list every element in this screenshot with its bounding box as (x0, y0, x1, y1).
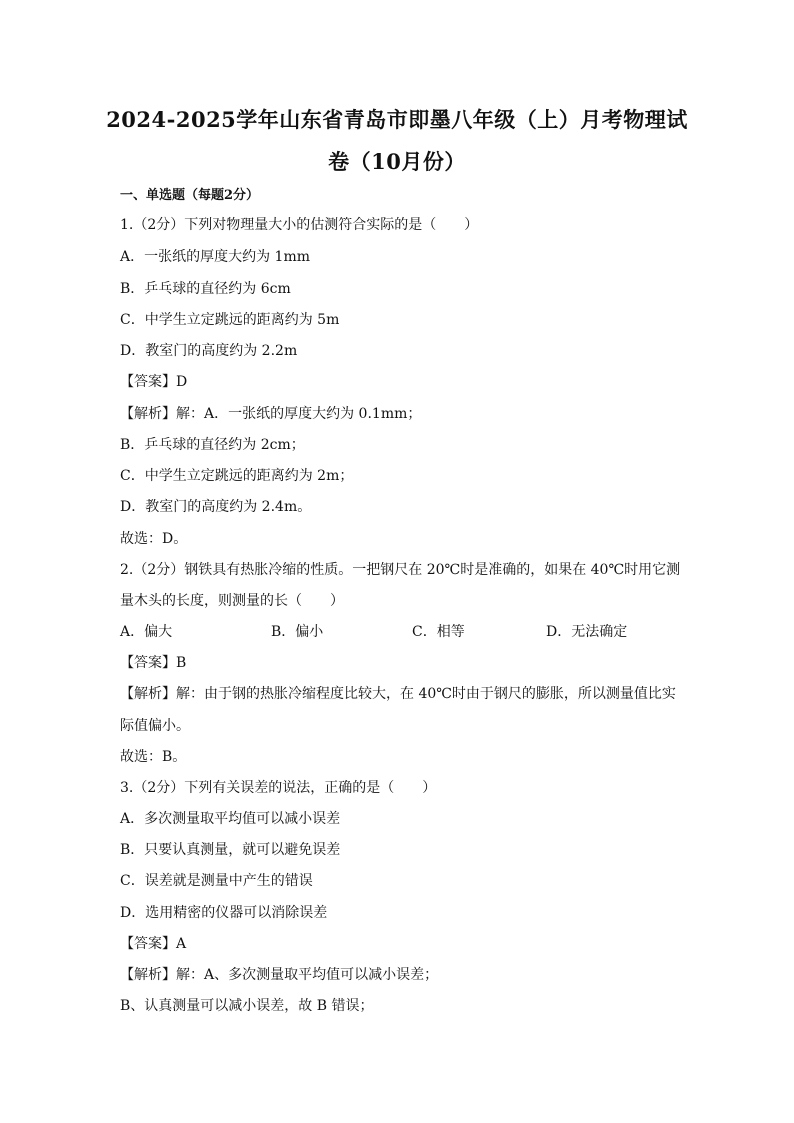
section-heading: 一、单选题（每题2分） (120, 188, 260, 203)
question-2-stem-line-2: 量木头的长度，则测量的长（ ） (120, 593, 344, 609)
question-3-option-b: B．只要认真测量，就可以避免误差 (120, 842, 341, 858)
question-1-analysis-line: D．教室门的高度约为 2.4m。 (120, 499, 312, 515)
question-2-analysis-line-2: 际值偏小。 (120, 718, 190, 734)
question-2-option-c: C．相等 (412, 624, 465, 640)
question-2-option-a: A．偏大 (120, 624, 173, 640)
question-3-stem: 3.（2分）下列有关误差的说法，正确的是（ ） (120, 780, 437, 796)
question-2-option-d: D．无法确定 (546, 624, 628, 640)
question-1-analysis-line: 【解析】解：A．一张纸的厚度大约为 0.1mm； (120, 406, 422, 422)
question-3-answer: 【答案】A (120, 936, 187, 952)
question-2-answer: 【答案】B (120, 655, 187, 671)
question-2-choice: 故选：B。 (120, 749, 187, 765)
question-1-analysis-line: C．中学生立定跳远的距离约为 2m； (120, 468, 354, 484)
question-1-option-d: D．教室门的高度约为 2.2m (120, 343, 298, 359)
page-title-line-2: 卷（10月份） (328, 149, 466, 174)
page-title-line-1: 2024-2025学年山东省青岛市即墨八年级（上）月考物理试 (106, 107, 688, 132)
question-1-option-b: B．乒乓球的直径约为 6cm (120, 281, 291, 297)
question-3-option-d: D．选用精密的仪器可以消除误差 (120, 905, 328, 921)
question-3-option-c: C．误差就是测量中产生的错误 (120, 873, 313, 889)
question-1-option-c: C．中学生立定跳远的距离约为 5m (120, 312, 340, 328)
question-1-option-a: A．一张纸的厚度大约为 1mm (120, 249, 311, 265)
question-3-analysis-line: B、认真测量可以减小误差，故 B 错误； (120, 998, 374, 1014)
question-2-stem-line-1: 2.（2分）钢铁具有热胀冷缩的性质。一把钢尺在 20℃时是准确的，如果在 40℃时用它测 (120, 562, 681, 578)
question-2-analysis-line-1: 【解析】解：由于钢的热胀冷缩程度比较大，在 40℃时由于钢尺的膨胀，所以测量值比实 (120, 686, 676, 702)
question-1-stem: 1.（2分）下列对物理量大小的估测符合实际的是（ ） (120, 217, 479, 233)
question-1-choice: 故选：D。 (120, 531, 188, 547)
question-2-option-b: B．偏小 (271, 624, 324, 640)
question-1-analysis-line: B．乒乓球的直径约为 2cm； (120, 437, 305, 453)
question-3-analysis-line: 【解析】解：A、多次测量取平均值可以减小误差； (120, 967, 439, 983)
question-3-option-a: A．多次测量取平均值可以减小误差 (120, 811, 341, 827)
question-1-answer: 【答案】D (120, 374, 188, 390)
